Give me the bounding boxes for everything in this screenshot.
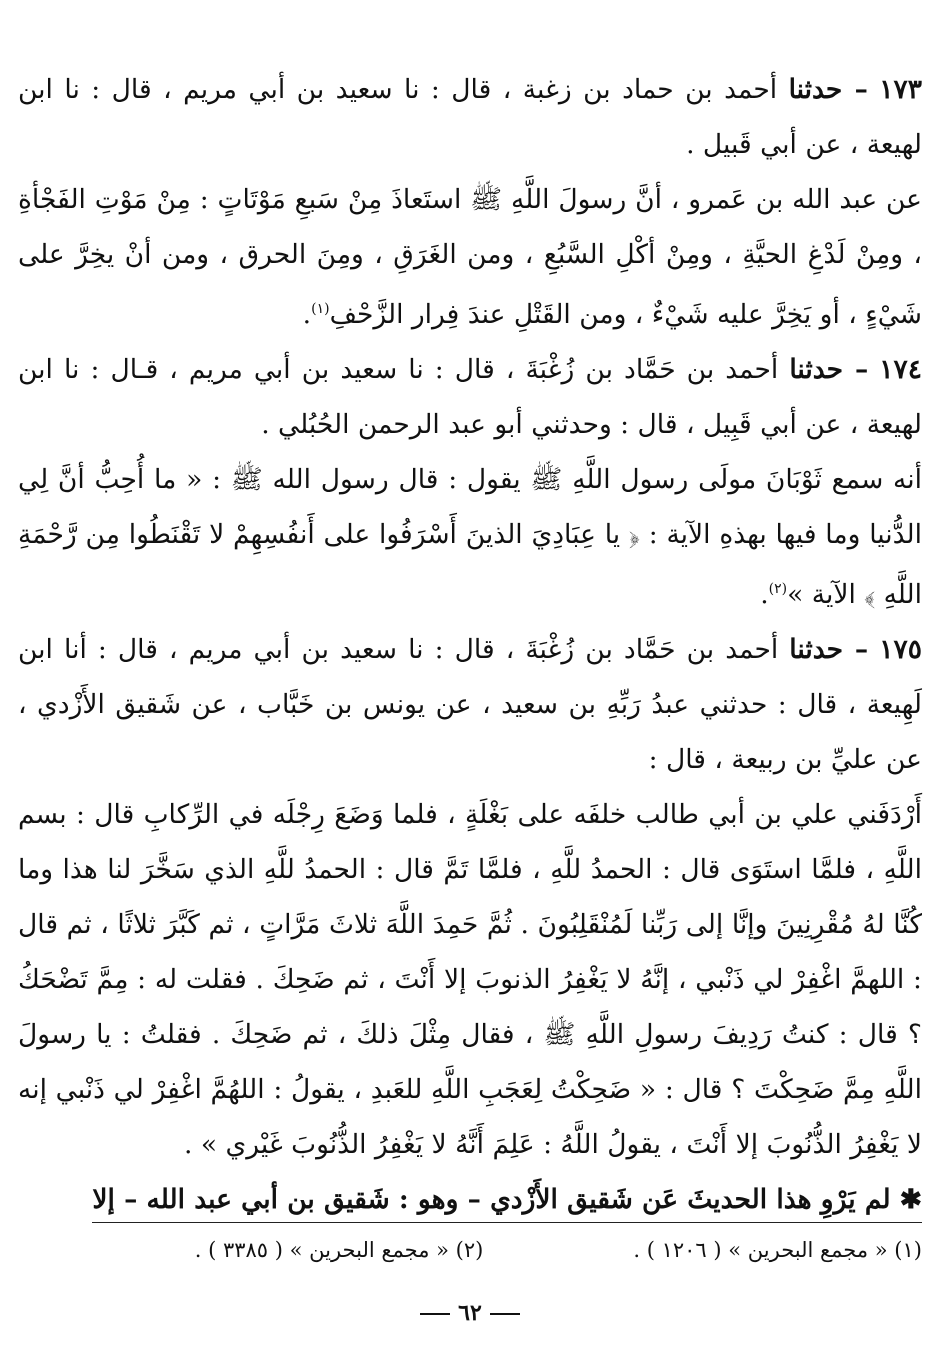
hadith-lead: حدثنا — [789, 353, 844, 385]
hadith-173-isnad: ١٧٣ – حدثنا أحمد بن حماد بن زغبة ، قال : نا سعيد بن أبي مريم ، قال : نا ابن لهيعة ، عن أبي قَبيل . — [18, 74, 922, 160]
isnad-text: أحمد بن حَمَّاد بن زُغْبَةَ ، قال : نا سعيد بن أبي مريم ، قـال : نا ابن لهيعة ، عن أبي قَبِيل ، قال : وحدثني أبو عبد الرحمن الحُبُلي . — [18, 353, 922, 440]
footnote-2: (٢) « مجمع البحرين » ( ٣٣٨٥ ) . — [194, 1238, 484, 1262]
footnote-marker: (٢) — [768, 580, 788, 597]
document-body — [18, 62, 922, 1227]
isnad-text: أحمد بن حَمَّاد بن زُغْبَةَ ، قال : نا سعيد بن أبي مريم ، قال : أنا ابن لَهِيعة ، قال : حدثني عبدُ رَبِّهِ بن سعيد ، عن يونس بن خَبَّاب ، عن شَقيق الأَزْدي ، عن عليِّ بن ربيعة ، قال : — [18, 633, 922, 775]
editor-note — [18, 1172, 922, 1227]
hadith-173-matn: عن عبد الله بن عَمرو ، أنَّ رسولَ اللَّهِ ﷺ استَعاذَ مِنْ سَبعِ مَوْتَاتٍ : مِنْ مَوْتِ الفَجْأةِ ، ومِنْ لَدْغِ الحيَّةِ ، ومِنْ أكْلِ السَّبُعِ ، ومن الغَرَقِ ، ومِنَ الحرق ، ومن أنْ يخِرَّ على شَيْءٍ ، أو يَخِرَّ عليه شَيْءٌ ، ومن القَتْلِ عندَ فِرار الزَّحْفِ$^{(١)}$. — [18, 184, 922, 330]
hadith-number: ١٧٣ — [879, 74, 922, 105]
star-icon: ✱ — [899, 1183, 922, 1215]
hadith-number: ١٧٥ — [879, 633, 922, 665]
hadith-lead: حدثنا — [789, 633, 844, 665]
hadith-175-isnad: ١٧٥ – حدثنا أحمد بن حَمَّاد بن زُغْبَةَ ، قال : نا سعيد بن أبي مريم ، قال : أنا ابن لَهِيعة ، قال : حدثني عبدُ رَبِّهِ بن سعيد ، عن يونس بن خَبَّاب ، عن شَقيق الأَزْدي ، عن عليِّ بن ربيعة ، قال : — [18, 633, 922, 775]
footnote-divider — [92, 1222, 922, 1223]
footnote-marker: (١) — [311, 301, 330, 317]
note-text: لم يَرْوِ هذا الحديثَ عَن شَقيق الأَزْدي – وهو : شَقيق بن أبي عبد الله – إلا — [92, 1183, 891, 1215]
hadith-number: ١٧٤ — [879, 353, 922, 385]
matn-text: عن عبد الله بن عَمرو ، أنَّ رسولَ اللَّهِ ﷺ استَعاذَ مِنْ سَبعِ مَوْتَاتٍ : مِنْ مَوْتِ الفَجْأةِ ، ومِنْ لَدْغِ الحيَّةِ ، ومِنْ أكْلِ السَّبُعِ ، ومن الغَرَقِ ، ومِنَ الحرق ، ومن أنْ يخِرَّ على شَيْءٍ ، أو يَخِرَّ عليه شَيْءٌ ، ومن القَتْلِ عندَ فِرار الزَّحْفِ — [18, 184, 922, 330]
hadith-lead: حدثنا — [788, 74, 843, 105]
hadith-175-matn — [18, 787, 922, 1172]
matn-text: أَرْدَفَني علي بن أبي طالب خلفَه على بَغْلَةٍ ، فلما وَضَعَ رِجْلَه في الرِّكابِ قال : بسم اللَّهِ ، فلمَّا استَوَى قال : الحمدُ للَّهِ ، فلمَّا تَمَّ قال : الحمدُ للَّهِ الذي سَخَّرَ لنا هذا وما كُنَّا لهُ مُقْرِنِينَ وإنَّا إلى رَبِّنا لَمُنْقَلِبُونَ . ثُمَّ حَمِدَ اللَّهَ ثلاثَ مَرَّاتٍ ، ثم كَبَّرَ ثلاثًا ، ثم قال : اللهمَّ اغْفِرْ لي ذَنْبي ، إنَّهُ لا يَغْفِرُ الذنوبَ إلا أَنْتَ ، ثم ضَحِكَ . فقلت له : مِمَّ تَضْحَكُ ؟ قال : كنتُ رَدِيفَ رسولِ اللَّهِ ﷺ ، فقال مِثْلَ ذلكَ ، ثم ضَحِكَ . فقلتُ : يا رسولَ اللَّهِ مِمَّ ضَحِكْتَ ؟ قال : « ضَحِكْتُ لِعَجَبِ اللَّهِ للعَبدِ ، يقولُ : اللهُمَّ اغْفِرْ لي ذَنْبي إنه لا يَغْفِرُ الذُّنُوبَ إلا أَنْتَ ، يقولُ اللَّهُ : عَلِمَ أَنَّهُ لا يَغْفِرُ الذُّنُوبَ غَيْري » . — [18, 798, 922, 1160]
footnotes — [18, 1230, 922, 1270]
hadith-174-matn: أنه سمع ثَوْبَانَ مولَى رسول اللَّهِ ﷺ يقول : قال رسول الله ﷺ : « ما أُحِبُّ أنَّ لِي الدُّنيا وما فيها بهذهِ الآية : ﴿ يا عِبَادِيَ الذينَ أَسْرَفُوا على أَنفُسِهِمْ لا تَقْنَطُوا مِن رَّحْمَةِ اللَّهِ ﴾ الآية »$^{(٢)}$. — [18, 463, 922, 610]
isnad-text: أحمد بن حماد بن زغبة ، قال : نا سعيد بن أبي مريم ، قال : نا ابن لهيعة ، عن أبي قَبيل . — [18, 74, 922, 160]
matn-text: أنه سمع ثَوْبَانَ مولَى رسول اللَّهِ ﷺ يقول : قال رسول الله ﷺ : « ما أُحِبُّ أنَّ لِي الدُّنيا وما فيها بهذهِ الآية : ﴿ يا عِبَادِيَ الذينَ أَسْرَفُوا على أَنفُسِهِمْ لا تَقْنَطُوا مِن رَّحْمَةِ اللَّهِ ﴾ الآية » — [18, 463, 922, 610]
footnote-1: (١) « مجمع البحرين » ( ١٢٠٦ ) . — [633, 1238, 922, 1262]
page-number: ٦٢ — [0, 1300, 940, 1326]
hadith-174-isnad: ١٧٤ – حدثنا أحمد بن حَمَّاد بن زُغْبَةَ ، قال : نا سعيد بن أبي مريم ، قـال : نا ابن لهيعة ، عن أبي قَبِيل ، قال : وحدثني أبو عبد الرحمن الحُبُلي . — [18, 353, 922, 440]
